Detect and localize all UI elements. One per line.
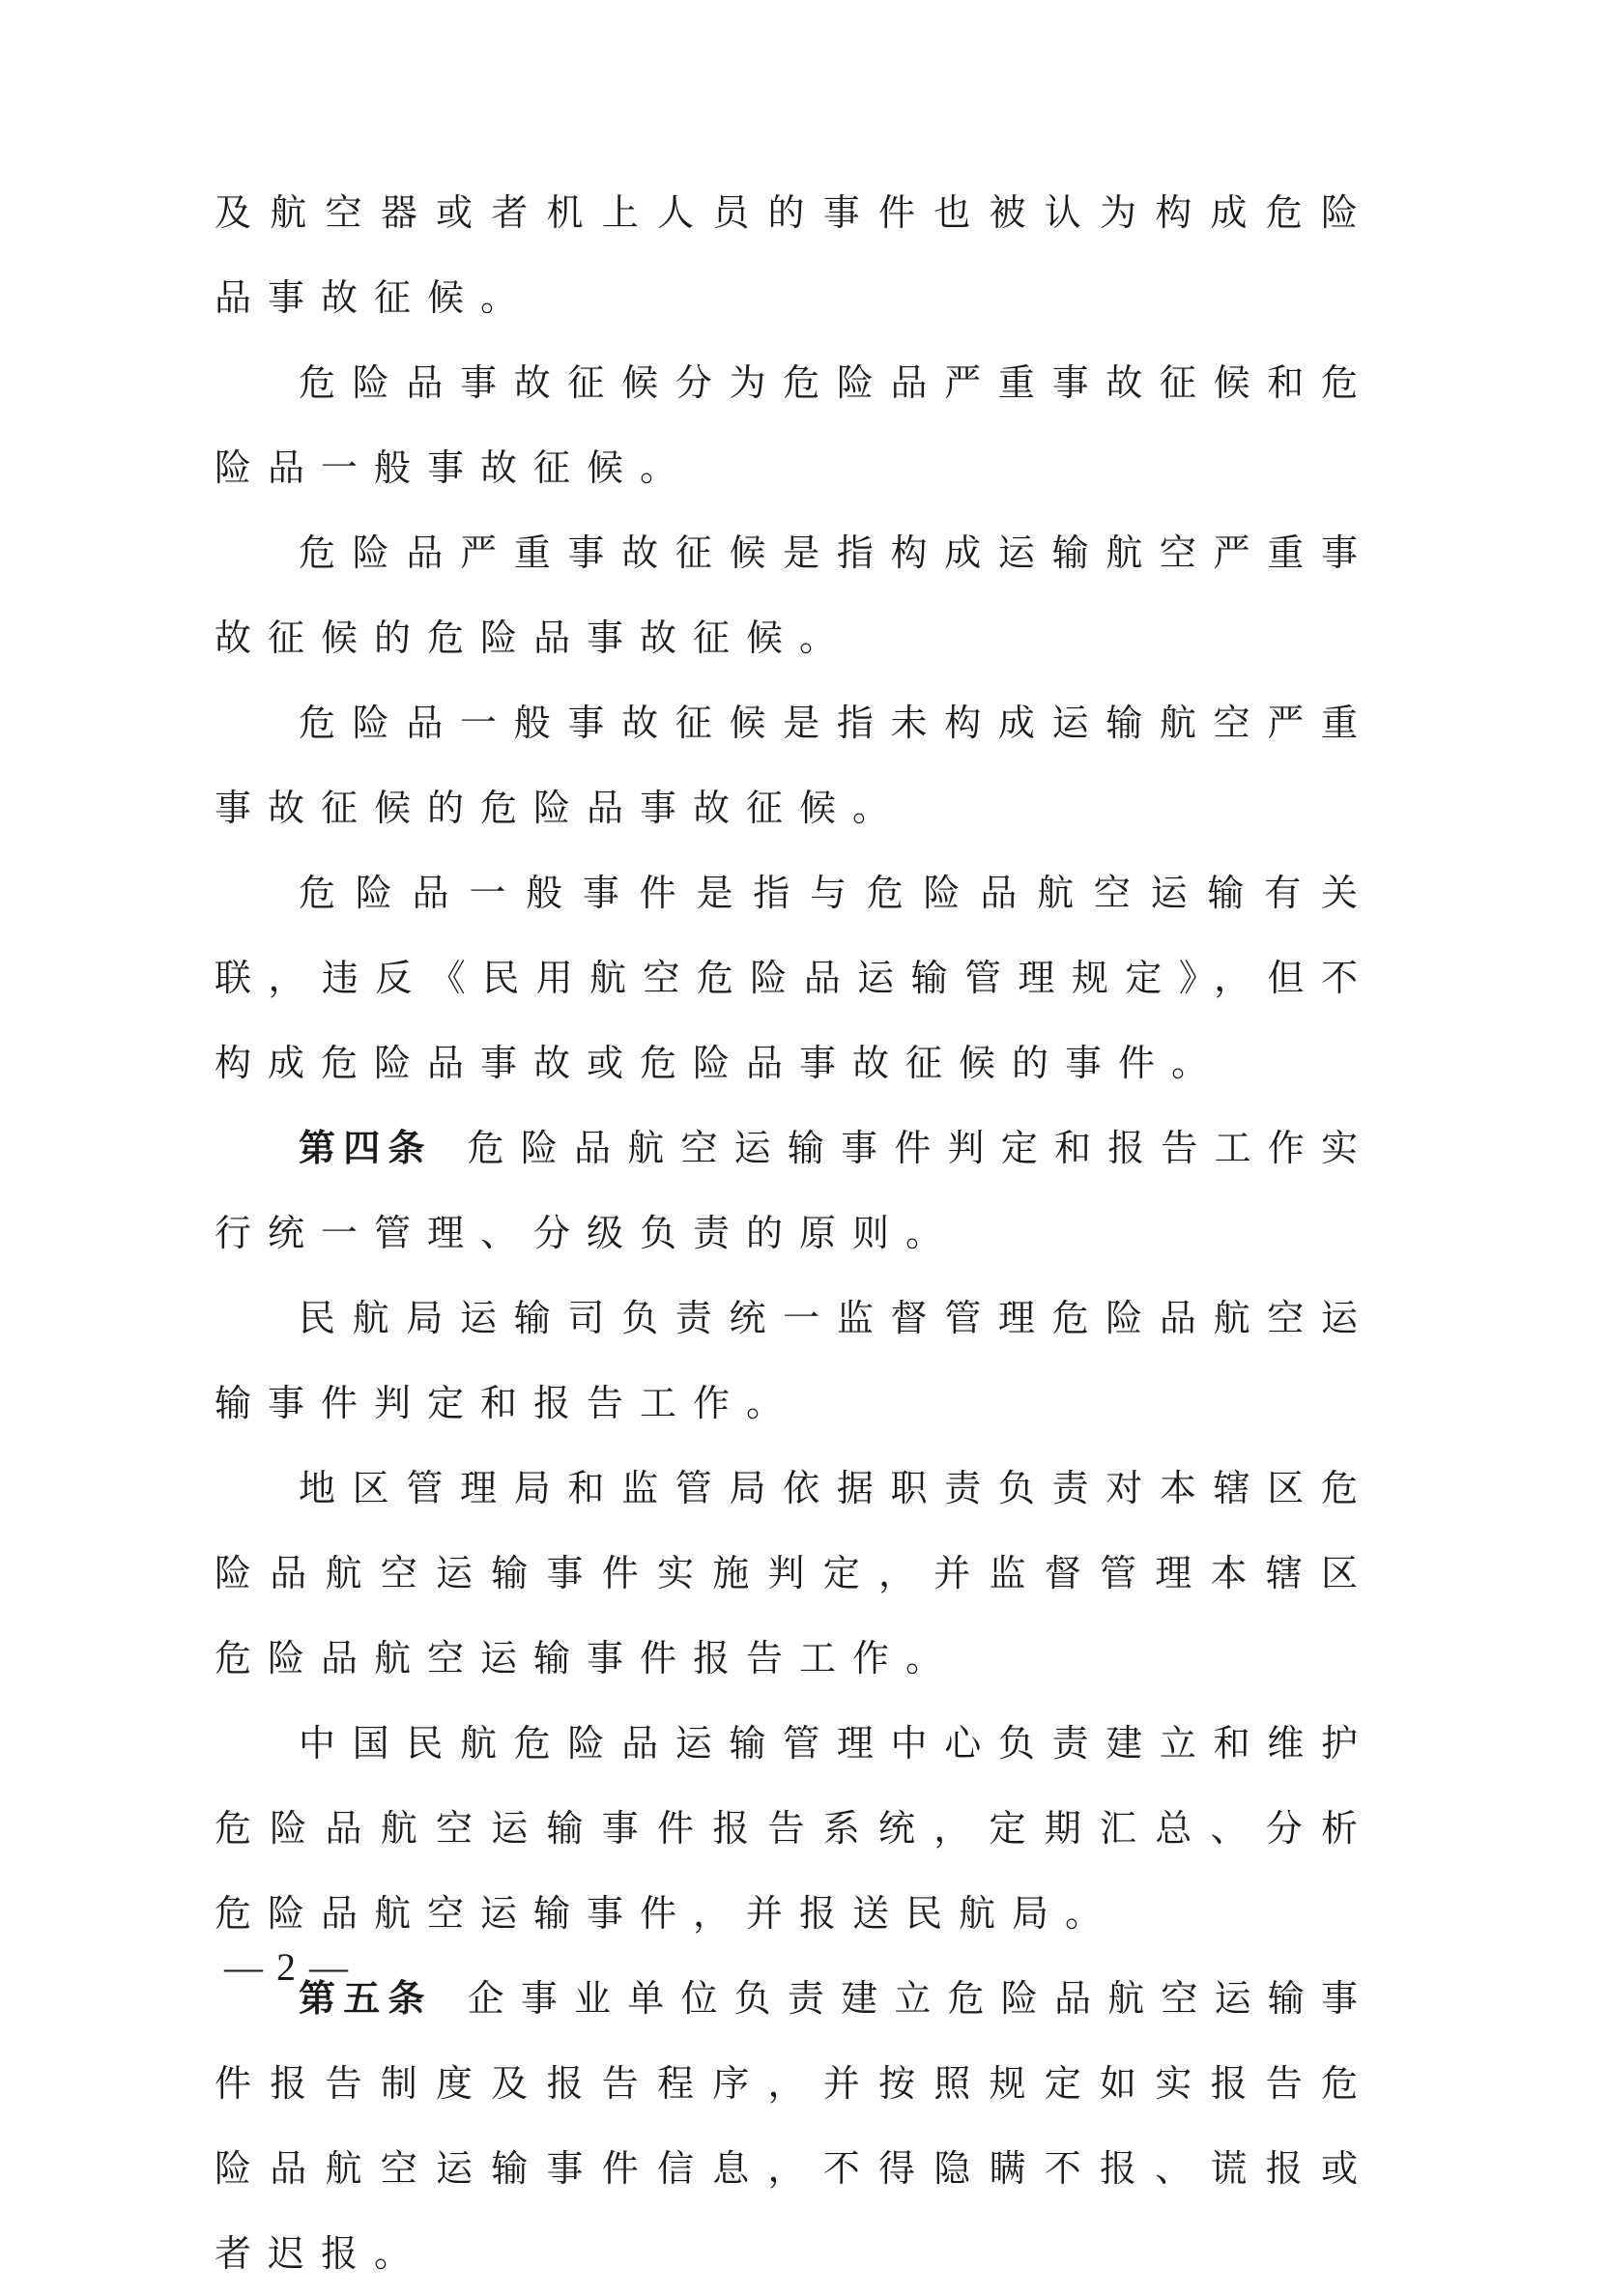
article-4-paragraph: 第四条 危险品航空运输事件判定和报告工作实行统一管理、分级负责的原则。 [215,1127,1374,1254]
article-5-paragraph: 第五条 企事业单位负责建立危险品航空运输事件报告制度及报告程序，并按照规定如实报告危险品航空运输事件信息，不得隐瞒不报、谎报或者迟报。 [215,1977,1374,2275]
paragraph: 危险品事故征候分为危险品严重事故征候和危险品一般事故征候。 [215,361,1374,489]
article-heading: 第四条 [299,1127,433,1169]
paragraph: 民航局运输司负责统一监督管理危险品航空运输事件判定和报告工作。 [215,1297,1374,1424]
article-heading: 第五条 [299,1977,433,2020]
document-body [215,170,1374,2296]
paragraph: 危险品严重事故征候是指构成运输航空严重事故征候的危险品事故征候。 [215,531,1374,659]
paragraph: 危险品一般事故征候是指未构成运输航空严重事故征候的危险品事故征候。 [215,702,1374,829]
paragraph: 危险品一般事件是指与危险品航空运输有关联，违反《民用航空危险品运输管理规定》，但不构成危险品事故或危险品事故征候的事件。 [215,872,1374,1084]
page-number: — 2 — [224,1945,350,1989]
paragraph: 及航空器或者机上人员的事件也被认为构成危险品事故征候。 [215,191,1374,319]
paragraph: 中国民航危险品运输管理中心负责建立和维护危险品航空运输事件报告系统，定期汇总、分析危险品航空运输事件，并报送民航局。 [215,1722,1374,1935]
paragraph: 地区管理局和监管局依据职责负责对本辖区危险品航空运输事件实施判定，并监督管理本辖区危险品航空运输事件报告工作。 [215,1467,1374,1679]
